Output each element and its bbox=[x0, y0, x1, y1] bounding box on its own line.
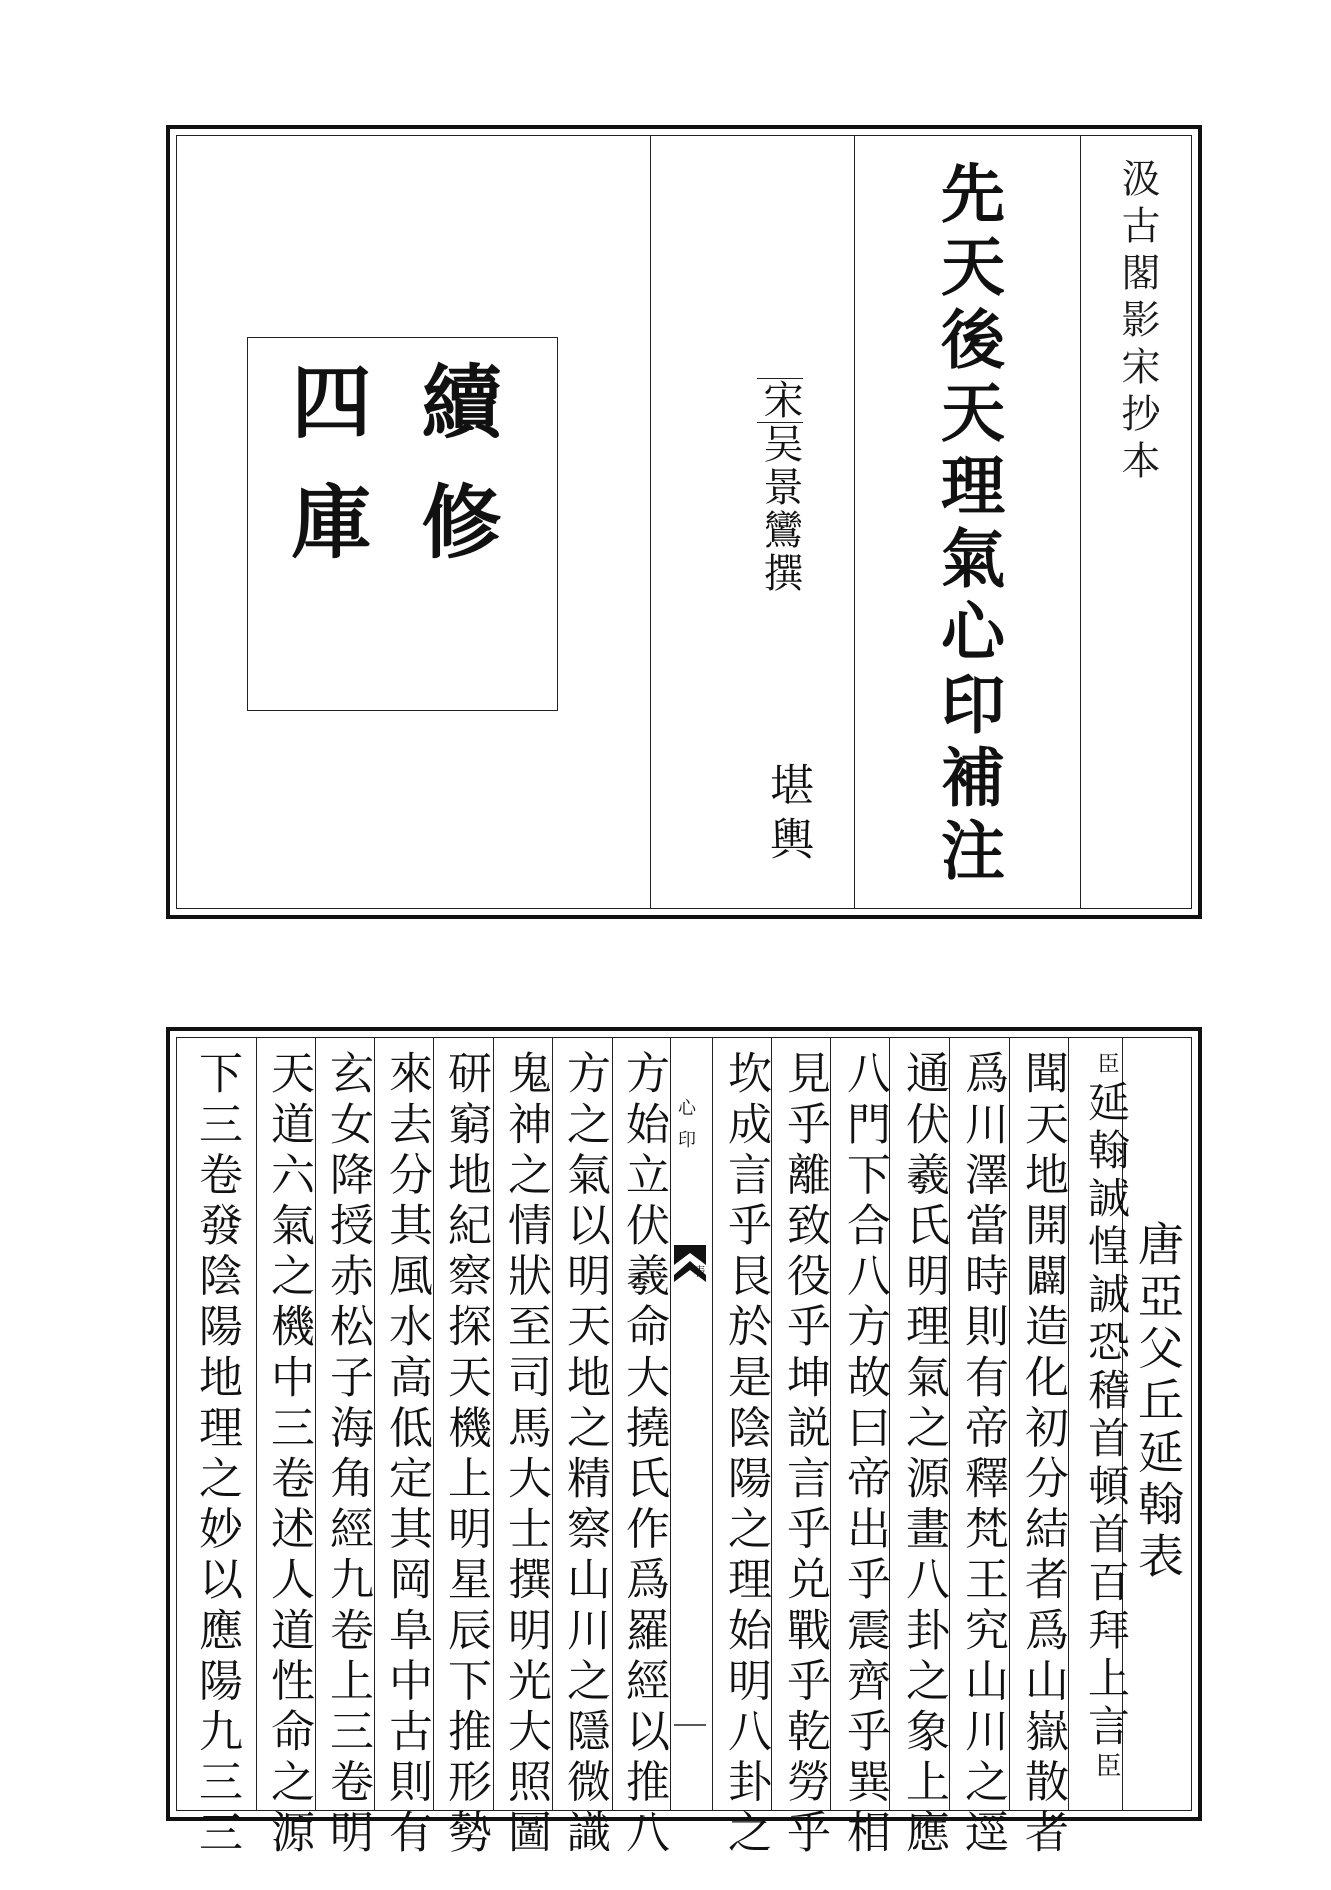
seal-text-left: 四庫 bbox=[278, 360, 372, 600]
column-rule bbox=[256, 1037, 257, 1811]
memorial-sign-line bbox=[1082, 1052, 1131, 1784]
text-column: 來去分其風水高低定其岡阜中古則有 bbox=[381, 1050, 432, 1860]
book-title: 先天後天理氣心印補注 bbox=[930, 160, 1005, 890]
column-rule bbox=[612, 1037, 613, 1811]
sign-prefix: 臣 bbox=[1094, 1052, 1119, 1080]
column-rule bbox=[712, 1037, 713, 1811]
text-column: 爲川澤當時則有帝釋梵王究山川之逕 bbox=[957, 1050, 1008, 1860]
sign-suffix: 臣 bbox=[1091, 1752, 1121, 1784]
column-rule bbox=[1068, 1037, 1069, 1811]
category-label: 堪輿 bbox=[762, 762, 813, 870]
sign-body: 延翰誠惶誠恐稽首頓首百拜上言 bbox=[1082, 1080, 1131, 1752]
column-rule bbox=[493, 1037, 494, 1811]
column-rule bbox=[1080, 135, 1081, 909]
author-name: 吴景鸞撰 bbox=[757, 423, 803, 595]
text-column: 鬼神之情狀至司馬大士撰明光大照圖 bbox=[500, 1050, 551, 1860]
text-column: 方之氣以明天地之精察山川之隱微識 bbox=[559, 1050, 610, 1860]
text-column: 玄女降授赤松子海角經九卷上三卷明 bbox=[322, 1050, 373, 1860]
dynasty-label: 宋 bbox=[757, 379, 803, 422]
column-rule bbox=[1009, 1037, 1010, 1811]
column-rule bbox=[650, 135, 651, 909]
seal-text-right: 續修 bbox=[408, 360, 502, 600]
text-column: 天道六氣之機中三卷述人道性命之源 bbox=[263, 1050, 314, 1860]
fold-section-label: 表 bbox=[692, 1265, 706, 1277]
text-column: 下三卷發陰陽地理之妙以應陽九三三 bbox=[191, 1050, 242, 1860]
text-column: 聞天地開闢造化初分結者爲山嶽散者 bbox=[1017, 1050, 1068, 1860]
text-column: 八門下合八方故曰帝出乎震齊乎巽相 bbox=[839, 1050, 890, 1860]
text-column: 坎成言乎艮於是陰陽之理始明八卦之 bbox=[720, 1050, 771, 1860]
center-fold-label: 心印 bbox=[675, 1098, 696, 1162]
column-rule bbox=[433, 1037, 434, 1811]
memorial-heading: 唐亞父丘延翰表 bbox=[1131, 1220, 1185, 1584]
text-column: 通伏羲氏明理氣之源畫八卦之象上應 bbox=[898, 1050, 949, 1860]
text-column: 方始立伏羲命大撓氏作爲羅經以推八 bbox=[618, 1050, 669, 1860]
text-column: 研窮地紀察探天機上明星辰下推形勢 bbox=[440, 1050, 491, 1860]
column-rule bbox=[771, 1037, 772, 1811]
column-rule bbox=[552, 1037, 553, 1811]
series-title: 汲古閣影宋抄本 bbox=[1115, 158, 1160, 487]
author-line bbox=[757, 378, 803, 595]
column-rule bbox=[949, 1037, 950, 1811]
column-rule bbox=[854, 135, 855, 909]
column-rule bbox=[830, 1037, 831, 1811]
text-column: 見乎離致役乎坤説言乎兑戰乎乾勞乎 bbox=[779, 1050, 830, 1860]
column-rule bbox=[374, 1037, 375, 1811]
column-rule bbox=[315, 1037, 316, 1811]
